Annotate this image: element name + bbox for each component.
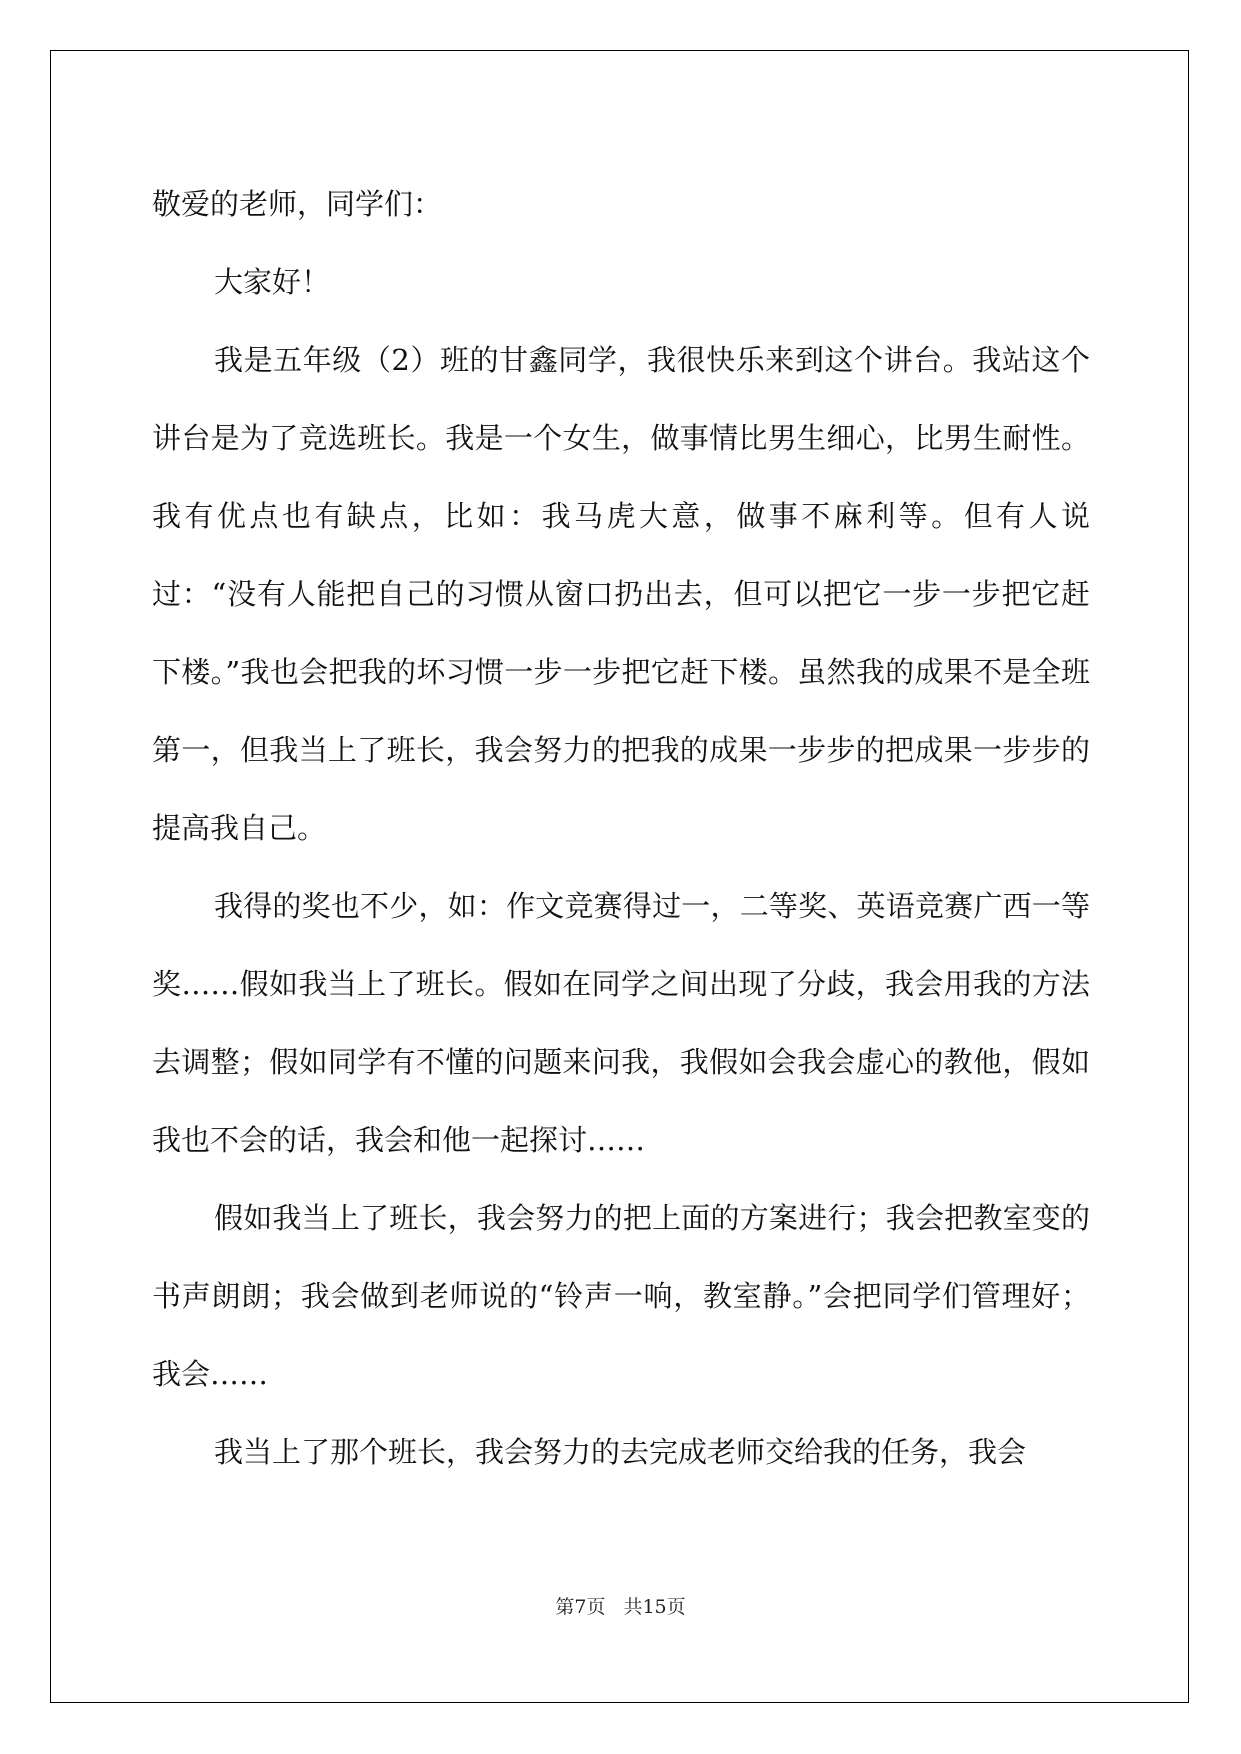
paragraph: 我是五年级（2）班的甘鑫同学，我很快乐来到这个讲台。我站这个讲台是为了竞选班长。我是一个女生，做事情比男生细心，比男生耐性。我有优点也有缺点，比如：我马虎大意，做事不麻利等。但有人说过：“没有人能把自己的习惯从窗口扔出去，但可以把它一步一步把它赶下楼。”我也会把我的坏习惯一步一步把它赶下楼。虽然我的成果不是全班第一，但我当上了班长，我会努力的把我的成果一步步的把成果一步步的提高我自己。 xyxy=(152,343,1090,845)
document-body xyxy=(152,165,1090,1491)
paragraph: 我得的奖也不少，如：作文竞赛得过一，二等奖、英语竞赛广西一等奖……假如我当上了班长。假如在同学之间出现了分歧，我会用我的方法去调整；假如同学有不懂的问题来问我，我假如会我会虚心的教他，假如我也不会的话，我会和他一起探讨…… xyxy=(152,889,1090,1157)
salutation: 敬爱的老师，同学们： xyxy=(152,187,443,221)
paragraph: 我当上了那个班长，我会努力的去完成老师交给我的任务，我会 xyxy=(214,1435,1027,1469)
page-footer xyxy=(0,1592,1241,1619)
greeting: 大家好！ xyxy=(214,265,331,299)
page-total: 共15页 xyxy=(623,1596,686,1618)
page-number: 第7页 xyxy=(555,1596,606,1618)
paragraph: 假如我当上了班长，我会努力的把上面的方案进行；我会把教室变的书声朗朗；我会做到老师说的“铃声一响，教室静。”会把同学们管理好；我会…… xyxy=(152,1201,1090,1391)
